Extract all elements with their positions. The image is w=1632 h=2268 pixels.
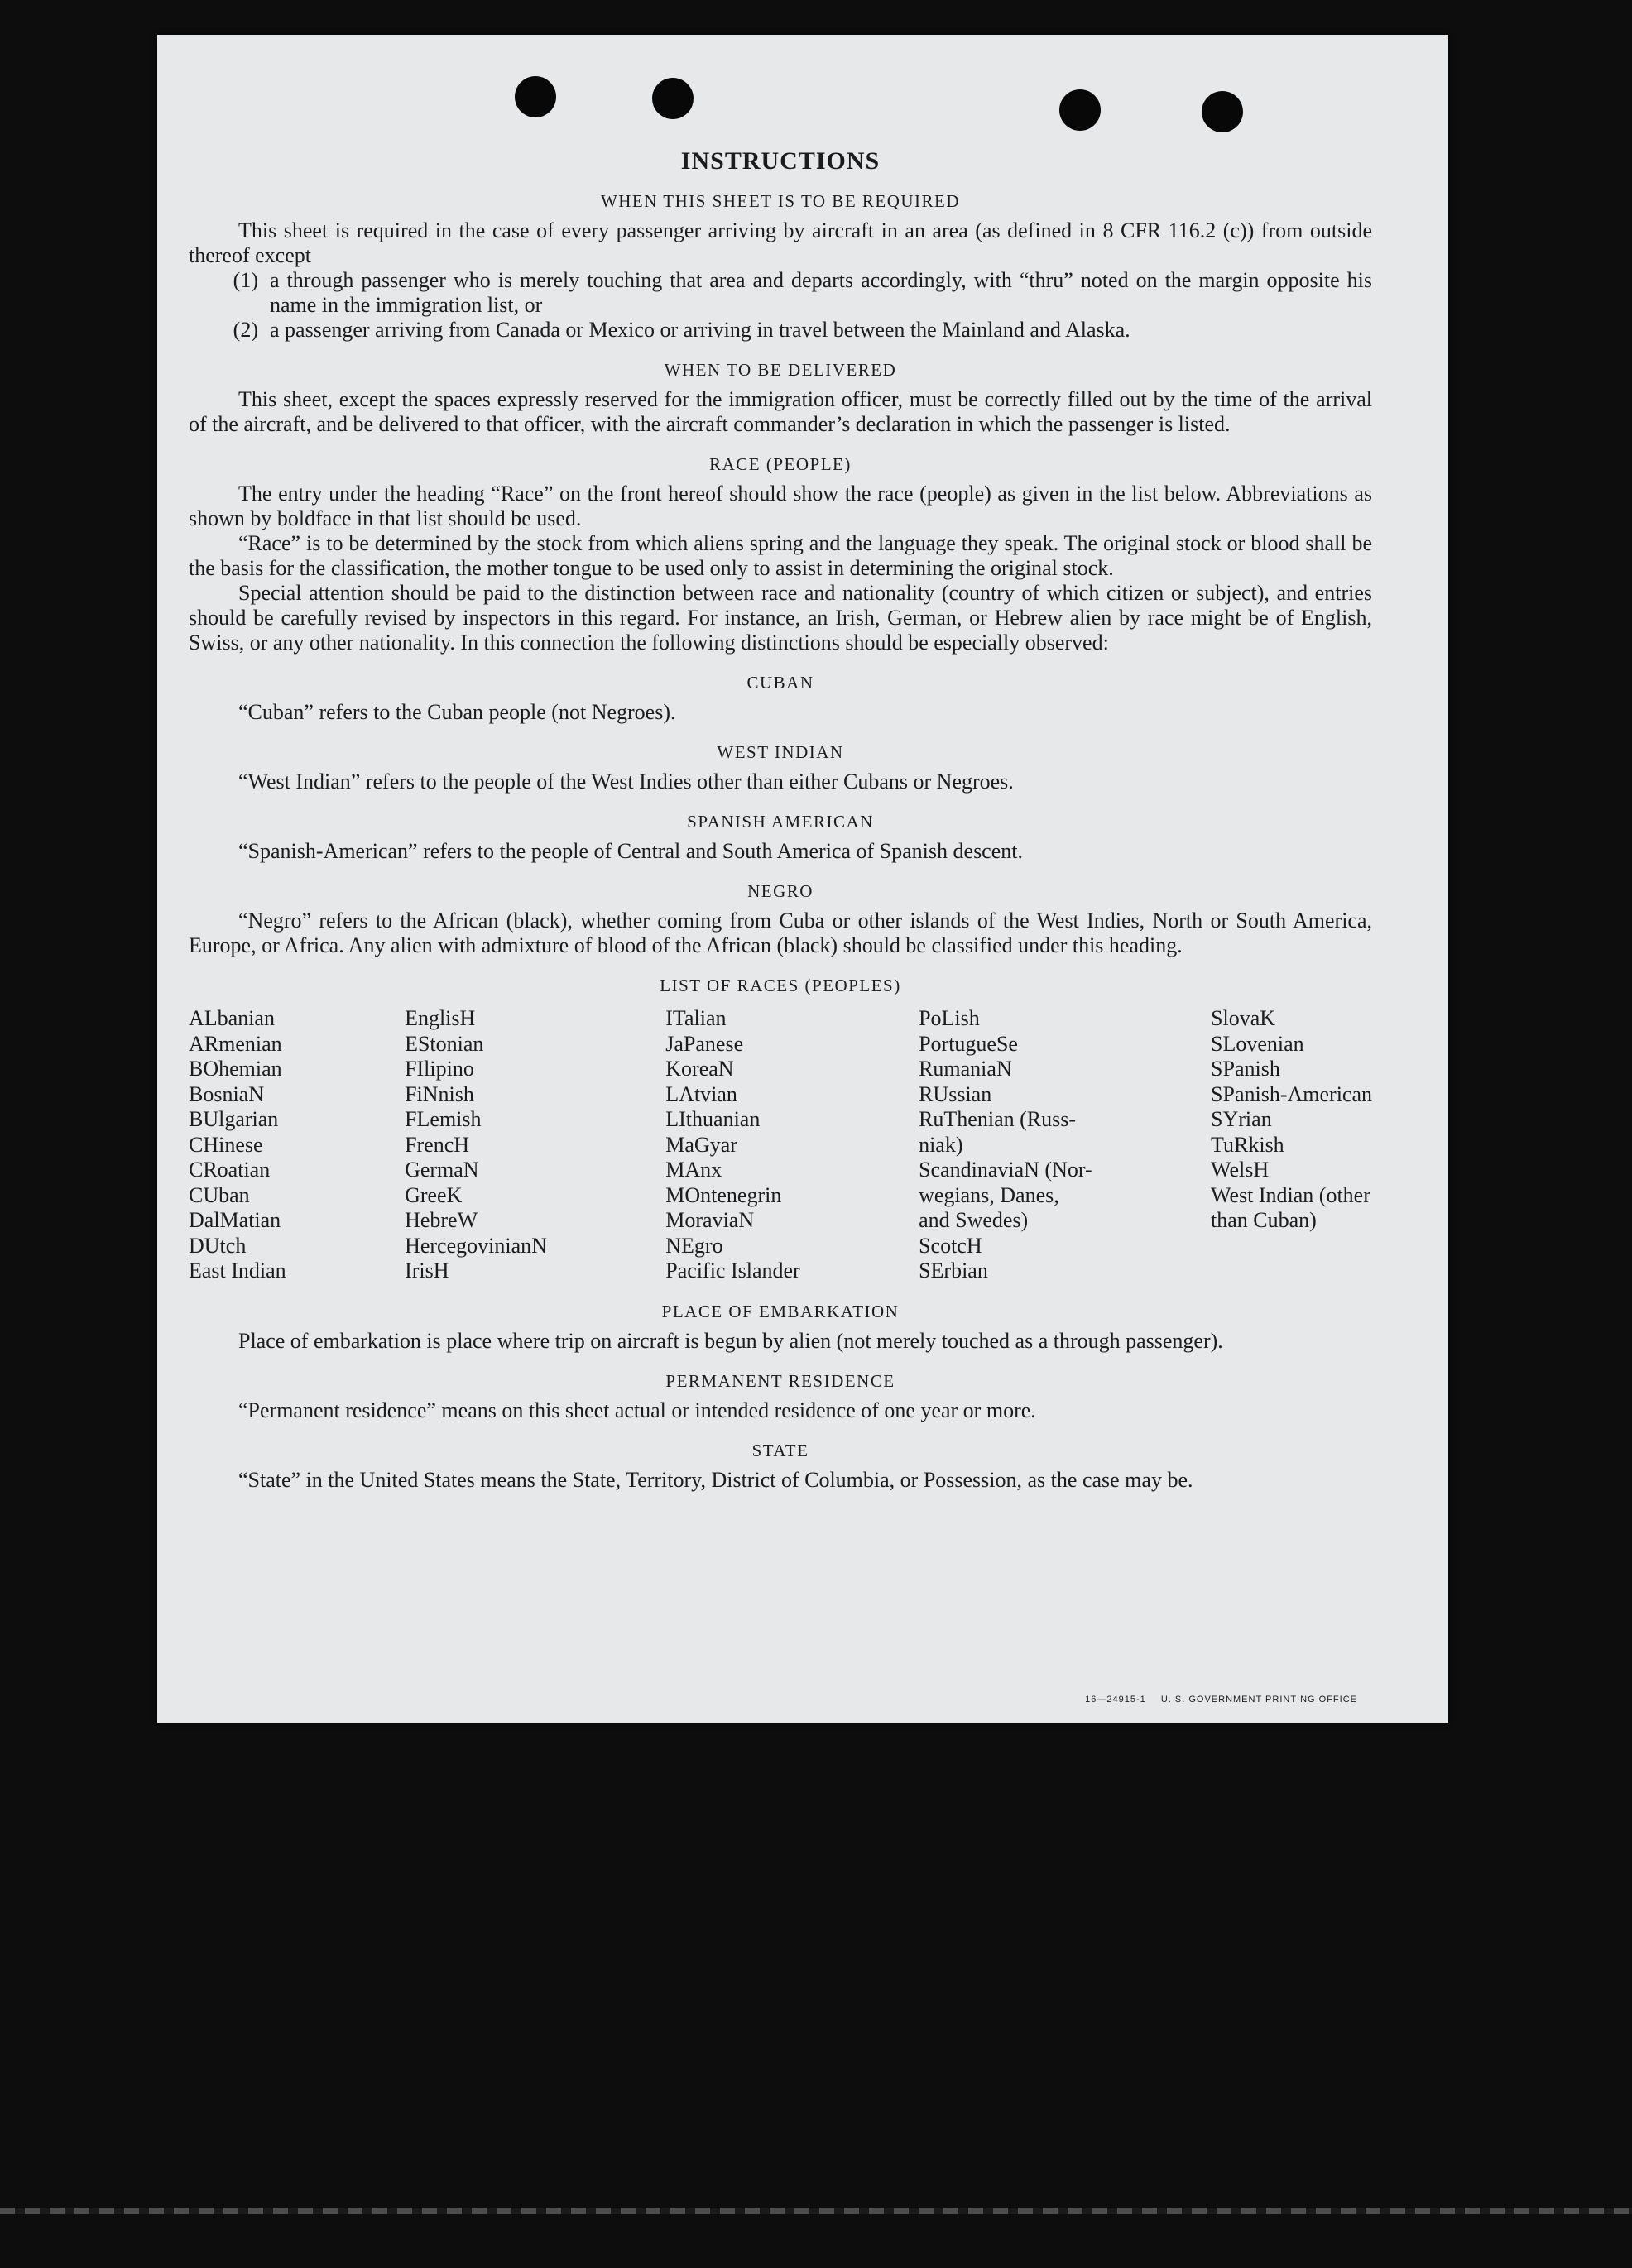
race-entry: HercegovinianN bbox=[405, 1233, 547, 1258]
paragraph: This sheet is required in the case of every passenger arriving by aircraft in an area (as defined in 8 CFR 116.2 (c)) from outside thereof except bbox=[189, 218, 1372, 267]
race-entry: FIlipino bbox=[405, 1057, 474, 1081]
race-entry: BOhemian bbox=[189, 1057, 282, 1081]
paragraph: Place of embarkation is place where trip on aircraft is begun by alien (not merely touched as a through passenger). bbox=[238, 1328, 1223, 1353]
punch-hole bbox=[1059, 89, 1101, 131]
instructions-content bbox=[189, 149, 1372, 1493]
race-entry: ScandinaviaN (Nor- wegians, Danes, and Swedes) bbox=[919, 1158, 1092, 1232]
list-item bbox=[189, 268, 1372, 318]
race-entry: BosniaN bbox=[189, 1081, 264, 1106]
races-list bbox=[189, 1006, 1372, 1284]
race-entry: FiNnish bbox=[405, 1081, 474, 1106]
list-item-text: a through passenger who is merely touching that area and departs accordingly, with “thru” noted on the margin opposite his name in the immigration list, or bbox=[270, 268, 1372, 317]
race-entry: SLovenian bbox=[1211, 1031, 1304, 1056]
section-heading: CUBAN bbox=[746, 673, 814, 693]
paragraph: “West Indian” refers to the people of the West Indies other than either Cubans or Negroes. bbox=[238, 770, 1014, 794]
section-heading: WHEN THIS SHEET IS TO BE REQUIRED bbox=[600, 191, 961, 211]
race-entry: LAtvian bbox=[665, 1081, 737, 1106]
list-item bbox=[189, 318, 1372, 343]
printer-name: U. S. GOVERNMENT PRINTING OFFICE bbox=[1160, 1695, 1357, 1705]
paragraph: “Spanish-American” refers to the people of Central and South America of Spanish descent. bbox=[238, 839, 1023, 863]
race-entry: EStonian bbox=[405, 1031, 484, 1056]
race-entry: ARmenian bbox=[189, 1031, 282, 1056]
race-entry: GermaN bbox=[405, 1158, 479, 1182]
race-entry: Pacific Islander bbox=[665, 1259, 800, 1283]
scan-artifact bbox=[0, 2208, 1632, 2214]
race-entry: GreeK bbox=[405, 1182, 463, 1207]
race-entry: JaPanese bbox=[665, 1031, 744, 1056]
paragraph: Special attention should be paid to the distinction between race and nationality (country of which citizen or subject), and entries should be carefully revised by inspectors in this regard. For instance, an Irish, German, or Hebrew alien by race might be of English, Swiss, or any other nationality. In this connection the following distinctions should be especially observed: bbox=[189, 581, 1372, 655]
race-entry: RumaniaN bbox=[919, 1057, 1012, 1081]
race-entry: FLemish bbox=[405, 1107, 482, 1131]
paragraph: “Cuban” refers to the Cuban people (not Negroes). bbox=[238, 700, 676, 724]
footer-imprint bbox=[1073, 1695, 1357, 1705]
race-entry: SlovaK bbox=[1211, 1006, 1276, 1030]
race-entry: LIthuanian bbox=[665, 1107, 761, 1131]
race-entry: DUtch bbox=[189, 1233, 247, 1258]
form-code: 16—24915-1 bbox=[1085, 1695, 1146, 1705]
races-column bbox=[405, 1006, 547, 1284]
race-entry: MAnx bbox=[665, 1158, 722, 1182]
race-entry: West Indian (other than Cuban) bbox=[1211, 1182, 1370, 1232]
punch-hole bbox=[515, 76, 556, 117]
paragraph: “State” in the United States means the State, Territory, District of Columbia, or Possession, as the case may be. bbox=[238, 1467, 1193, 1492]
race-entry: BUlgarian bbox=[189, 1107, 279, 1131]
paragraph: This sheet, except the spaces expressly reserved for the immigration officer, must be correctly filled out by the time of the arrival of the aircraft, and be delivered to that officer, with the aircraft commander’s declaration in which the passenger is listed. bbox=[189, 387, 1372, 436]
section-heading: SPANISH AMERICAN bbox=[687, 812, 874, 832]
race-entry: ALbanian bbox=[189, 1006, 275, 1030]
race-entry: RuThenian (Russ- niak) bbox=[919, 1107, 1076, 1157]
section-heading-races: LIST OF RACES (PEOPLES) bbox=[660, 976, 901, 995]
section-heading: WEST INDIAN bbox=[717, 742, 844, 762]
race-entry: EnglisH bbox=[405, 1006, 476, 1030]
race-entry: PoLish bbox=[919, 1006, 980, 1030]
race-entry: CUban bbox=[189, 1182, 250, 1207]
section-heading: NEGRO bbox=[747, 881, 814, 901]
page-title: INSTRUCTIONS bbox=[680, 147, 881, 175]
list-item-text: a passenger arriving from Canada or Mexico or arriving in travel between the Mainland and Alaska. bbox=[270, 318, 1130, 342]
race-entry: NEgro bbox=[665, 1233, 723, 1258]
list-item-number: (1) bbox=[233, 268, 258, 292]
race-entry: DalMatian bbox=[189, 1208, 281, 1232]
race-entry: KoreaN bbox=[665, 1057, 734, 1081]
race-entry: WelsH bbox=[1211, 1158, 1270, 1182]
race-entry: FrencH bbox=[405, 1132, 470, 1157]
races-column bbox=[665, 1006, 799, 1284]
paragraph: The entry under the heading “Race” on the front hereof should show the race (people) as given in the list below. Abbreviations as shown by boldface in that list should be used. bbox=[189, 482, 1372, 530]
race-entry: RUssian bbox=[919, 1081, 992, 1106]
race-entry: PortugueSe bbox=[919, 1031, 1018, 1056]
paragraph: “Negro” refers to the African (black), whether coming from Cuba or other islands of the West Indies, North or South America, Europe, or Africa. Any alien with admixture of blood of the African (black) should be classified under this heading. bbox=[189, 909, 1372, 957]
section-heading: STATE bbox=[751, 1440, 809, 1460]
paragraph: “Permanent residence” means on this sheet actual or intended residence of one year or more. bbox=[238, 1398, 1036, 1422]
section-heading: WHEN TO BE DELIVERED bbox=[664, 360, 897, 380]
races-column bbox=[1211, 1006, 1372, 1284]
section-heading: PERMANENT RESIDENCE bbox=[665, 1370, 895, 1391]
punch-hole bbox=[1202, 91, 1243, 132]
document-sheet bbox=[157, 35, 1448, 1723]
list-item-number: (2) bbox=[233, 318, 258, 342]
races-column bbox=[919, 1006, 1092, 1284]
race-entry: East Indian bbox=[189, 1259, 286, 1283]
section-heading: PLACE OF EMBARKATION bbox=[661, 1301, 900, 1321]
races-column bbox=[189, 1006, 286, 1284]
race-entry: ITalian bbox=[665, 1006, 727, 1030]
paragraph: “Race” is to be determined by the stock from which aliens spring and the language they speak. The original stock or blood shall be the basis for the classification, the mother tongue to be used only to assist in determining the original stock. bbox=[189, 531, 1372, 580]
sections-after-list bbox=[189, 1299, 1372, 1493]
race-entry: ScotcH bbox=[919, 1233, 982, 1258]
race-entry: MOntenegrin bbox=[665, 1182, 782, 1207]
punch-hole bbox=[652, 78, 694, 119]
race-entry: CRoatian bbox=[189, 1158, 271, 1182]
race-entry: MaGyar bbox=[665, 1132, 737, 1157]
sections-before-list bbox=[189, 189, 1372, 958]
race-entry: TuRkish bbox=[1211, 1132, 1284, 1157]
race-entry: SErbian bbox=[919, 1259, 988, 1283]
race-entry: SYrian bbox=[1211, 1107, 1272, 1131]
race-entry: SPanish-American bbox=[1211, 1081, 1372, 1106]
race-entry: CHinese bbox=[189, 1132, 263, 1157]
race-entry: SPanish bbox=[1211, 1057, 1280, 1081]
race-entry: MoraviaN bbox=[665, 1208, 755, 1232]
race-entry: IrisH bbox=[405, 1259, 449, 1283]
race-entry: HebreW bbox=[405, 1208, 478, 1232]
section-heading: RACE (PEOPLE) bbox=[709, 454, 852, 474]
